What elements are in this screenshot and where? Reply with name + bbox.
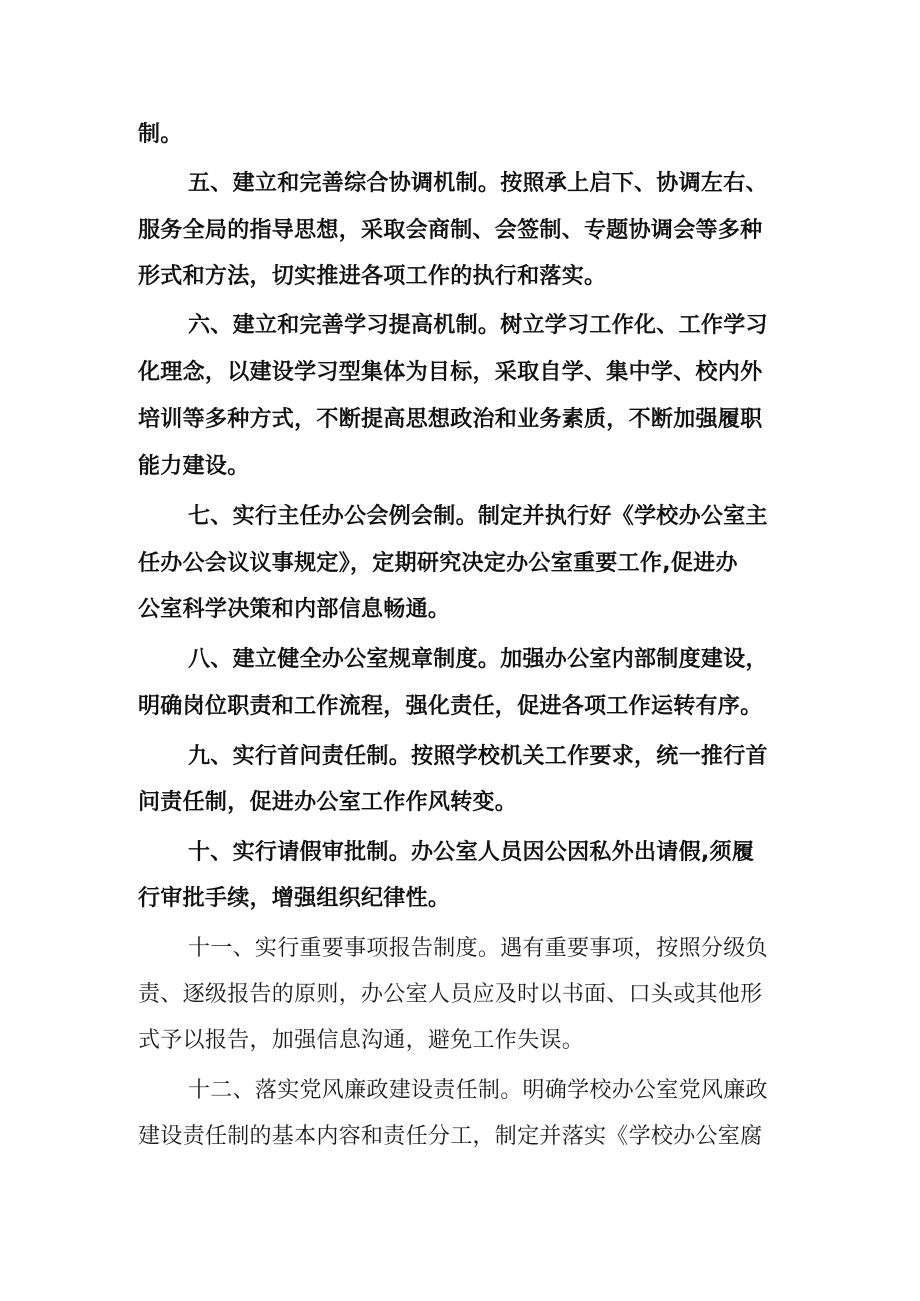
paragraph-6-line-4: 能力建设。 xyxy=(138,454,250,479)
paragraph-6-line-2: 化理念，以建设学习型集体为目标，采取自学、集中学、校内外 xyxy=(138,360,763,385)
paragraph-11-line-3: 式予以报告，加强信息沟通，避免工作失误。 xyxy=(138,1028,585,1053)
paragraph-continuation-line: 制。 xyxy=(138,122,183,147)
paragraph-8-line-2: 明确岗位职责和工作流程，强化责任，促进各项工作运转有序。 xyxy=(138,694,763,719)
paragraph-5-line-3: 形式和方法，切实推进各项工作的执行和落实。 xyxy=(138,264,607,289)
paragraph-7-line-2: 任办公会议议事规定》，定期研究决定办公室重要工作,促进办 xyxy=(138,551,738,576)
paragraph-6-line-3: 培训等多种方式，不断提高思想政治和业务素质，不断加强履职 xyxy=(138,407,763,432)
paragraph-12-line-2: 建设责任制的基本内容和责任分工，制定并落实《学校办公室腐 xyxy=(138,1124,763,1149)
paragraph-11-line-1: 十一、实行重要事项报告制度。遇有重要事项，按照分级负 xyxy=(188,936,768,961)
paragraph-9-line-1: 九、实行首问责任制。按照学校机关工作要求，统一推行首 xyxy=(188,744,768,769)
paragraph-7-line-3: 公室科学决策和内部信息畅通。 xyxy=(138,597,451,622)
paragraph-10-line-2: 行审批手续，增强组织纪律性。 xyxy=(138,886,451,911)
paragraph-6-line-1: 六、建立和完善学习提高机制。树立学习工作化、工作学习 xyxy=(188,313,768,338)
paragraph-10-line-1: 十、实行请假审批制。办公室人员因公因私外出请假,须履 xyxy=(188,840,755,865)
paragraph-7-line-1: 七、实行主任办公会例会制。制定并执行好《学校办公室主 xyxy=(188,504,768,529)
paragraph-8-line-1: 八、建立健全办公室规章制度。加强办公室内部制度建设， xyxy=(188,647,768,672)
paragraph-5-line-1: 五、建立和完善综合协调机制。按照承上启下、协调左右、 xyxy=(188,171,768,196)
paragraph-11-line-2: 责、逐级报告的原则，办公室人员应及时以书面、口头或其他形 xyxy=(138,982,763,1007)
paragraph-5-line-2: 服务全局的指导思想，采取会商制、会签制、专题协调会等多种 xyxy=(138,218,763,243)
paragraph-9-line-2: 问责任制，促进办公室工作作风转变。 xyxy=(138,790,518,815)
paragraph-12-line-1: 十二、落实党风廉政建设责任制。明确学校办公室党风廉政 xyxy=(188,1078,768,1103)
